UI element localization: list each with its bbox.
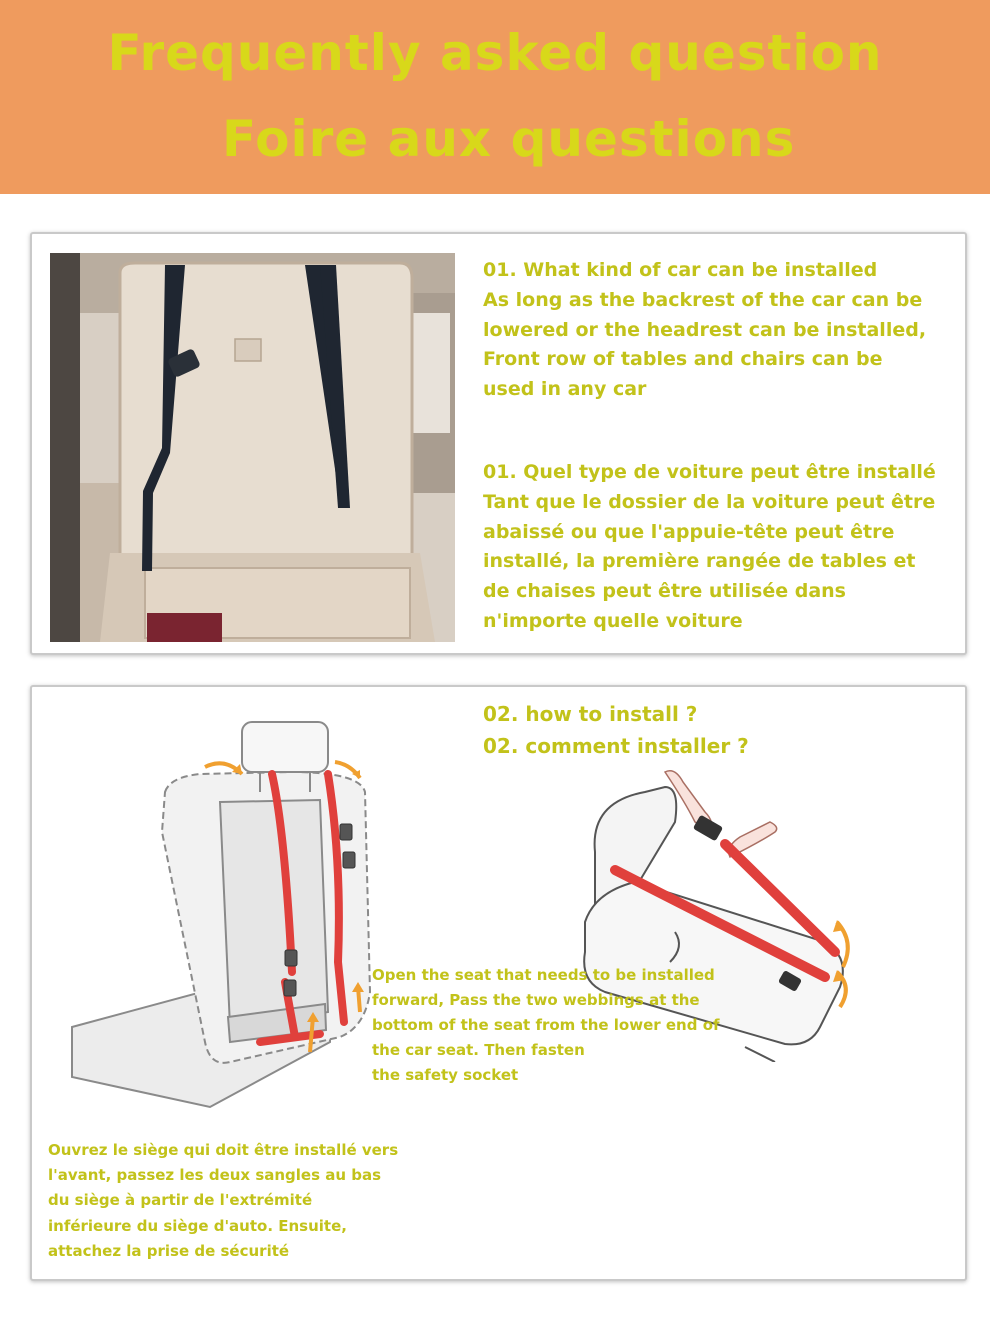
faq1-french-text [483, 458, 963, 637]
instruction-en-line: Open the seat that needs to be installed [372, 966, 715, 984]
faq1-en-line: used in any car [483, 378, 647, 401]
faq2-instructions-english [372, 963, 762, 1088]
faq1-en-line: Front row of tables and chairs can be [483, 348, 883, 371]
faq1-fr-line: n'importe quelle voiture [483, 609, 743, 632]
instruction-en-line: the car seat. Then fasten [372, 1041, 585, 1059]
faq1-english-text [483, 256, 963, 405]
header-banner [0, 0, 990, 194]
instruction-en-line: bottom of the seat from the lower end of [372, 1016, 720, 1034]
instruction-fr-line: du siège à partir de l'extrémité [48, 1191, 313, 1210]
faq1-en-line: lowered or the headrest can be installed, [483, 318, 927, 341]
instruction-fr-line: Ouvrez le siège qui doit être installé vers [48, 1141, 399, 1159]
faq1-fr-line: 01. Quel type de voiture peut être installé [483, 461, 936, 483]
faq1-fr-line: de chaises peut être utilisée dans [483, 580, 846, 603]
faq1-fr-line: Tant que le dossier de la voiture peut être [483, 490, 936, 513]
faq2-instructions-french [48, 1138, 448, 1264]
page-title-french: Foire aux questions [222, 110, 796, 168]
instruction-fr-line: inférieure du siège d'auto. Ensuite, [48, 1216, 347, 1235]
seat-strap-diagram [60, 712, 380, 1112]
page-title-english: Frequently asked question [107, 24, 883, 82]
instruction-fr-line: l'avant, passez les deux sangles au bas [48, 1166, 382, 1185]
instruction-en-line: forward, Pass the two webbings at the [372, 991, 700, 1009]
instruction-en-line: the safety socket [372, 1066, 519, 1084]
faq1-fr-line: installé, la première rangée de tables et [483, 550, 916, 573]
faq2-question-english: 02. how to install ? [483, 702, 698, 726]
faq1-fr-line: abaissé ou que l'appuie-tête peut être [483, 520, 895, 543]
faq2-question-french: 02. comment installer ? [483, 734, 749, 758]
faq1-en-line: As long as the backrest of the car can be [483, 288, 923, 311]
car-seat-photo [50, 253, 455, 642]
instruction-fr-line: attachez la prise de sécurité [48, 1241, 290, 1260]
faq1-en-line: 01. What kind of car can be installed [483, 259, 878, 281]
